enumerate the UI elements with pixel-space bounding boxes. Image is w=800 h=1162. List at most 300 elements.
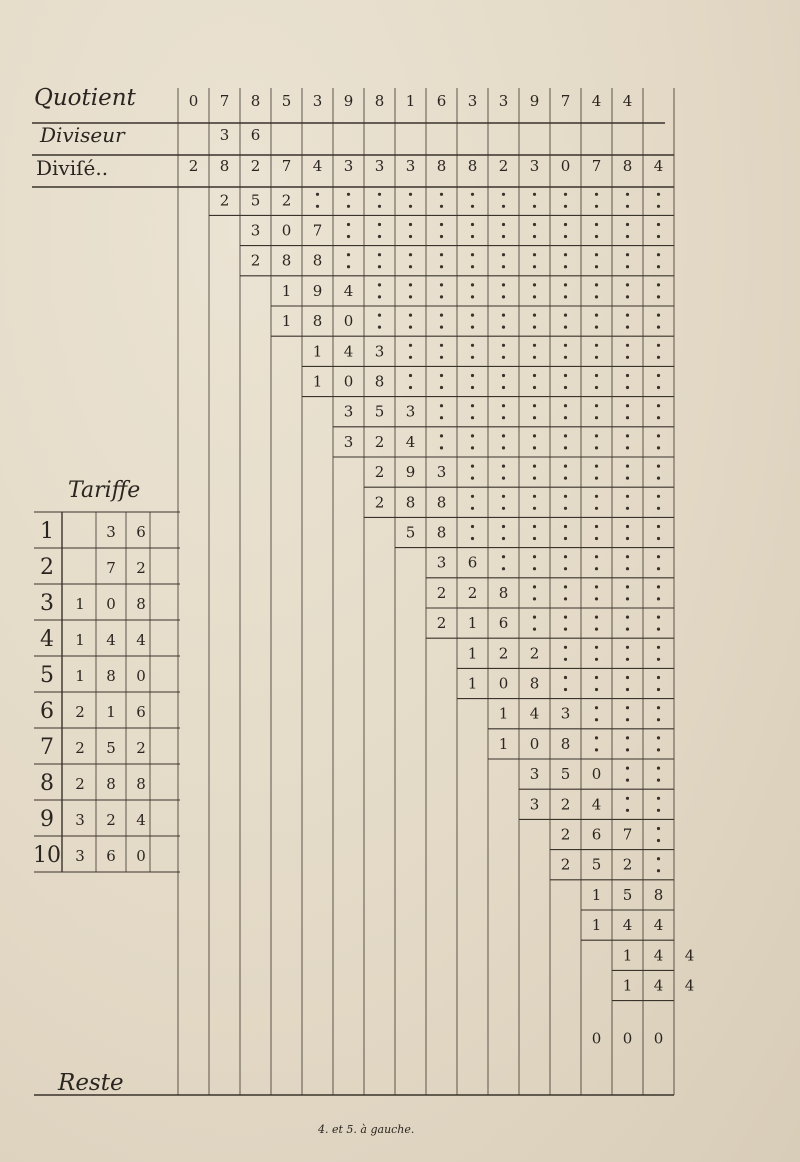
work-digit: 3 xyxy=(343,432,354,451)
tariff-number: 1 xyxy=(40,519,54,544)
placeholder-dot xyxy=(502,326,505,329)
placeholder-dot xyxy=(657,265,660,268)
placeholder-dot xyxy=(564,434,567,437)
placeholder-dot xyxy=(533,253,536,256)
work-digit: 2 xyxy=(529,644,540,663)
placeholder-dot xyxy=(595,314,598,317)
placeholder-dot xyxy=(378,205,381,208)
placeholder-dot xyxy=(595,374,598,377)
placeholder-dot xyxy=(502,223,505,226)
work-digit: 2 xyxy=(374,432,385,451)
placeholder-dot xyxy=(378,283,381,286)
placeholder-dot xyxy=(595,748,598,751)
placeholder-dot xyxy=(595,525,598,528)
dividend-digit: 3 xyxy=(343,157,354,175)
work-digit: 7 xyxy=(312,221,323,240)
placeholder-dot xyxy=(595,676,598,679)
placeholder-dot xyxy=(657,748,660,751)
placeholder-dot xyxy=(626,616,629,619)
placeholder-dot xyxy=(564,356,567,359)
placeholder-dot xyxy=(626,767,629,770)
placeholder-dot xyxy=(533,223,536,226)
placeholder-dot xyxy=(595,537,598,540)
placeholder-dot xyxy=(595,597,598,600)
placeholder-dot xyxy=(626,537,629,540)
placeholder-dot xyxy=(440,374,443,377)
placeholder-dot xyxy=(626,326,629,329)
placeholder-dot xyxy=(595,295,598,298)
placeholder-dot xyxy=(533,404,536,407)
placeholder-dot xyxy=(502,537,505,540)
placeholder-dot xyxy=(626,597,629,600)
tariffe-label: Tariffe xyxy=(68,478,141,503)
placeholder-dot xyxy=(657,767,660,770)
placeholder-dot xyxy=(626,283,629,286)
placeholder-dot xyxy=(409,344,412,347)
placeholder-dot xyxy=(657,477,660,480)
placeholder-dot xyxy=(471,477,474,480)
placeholder-dot xyxy=(657,314,660,317)
placeholder-dot xyxy=(626,386,629,389)
placeholder-dot xyxy=(533,356,536,359)
placeholder-dot xyxy=(564,235,567,238)
placeholder-dot xyxy=(440,265,443,268)
placeholder-dot xyxy=(564,416,567,419)
placeholder-dot xyxy=(657,555,660,558)
placeholder-dot xyxy=(440,223,443,226)
placeholder-dot xyxy=(657,434,660,437)
placeholder-dot xyxy=(626,658,629,661)
placeholder-dot xyxy=(657,295,660,298)
placeholder-dot xyxy=(595,434,598,437)
placeholder-dot xyxy=(440,416,443,419)
work-digit: 0 xyxy=(343,312,354,331)
work-digit: 3 xyxy=(250,221,261,240)
work-digit: 0 xyxy=(591,765,602,784)
placeholder-dot xyxy=(533,465,536,468)
placeholder-dot xyxy=(502,404,505,407)
placeholder-dot xyxy=(502,344,505,347)
placeholder-dot xyxy=(471,314,474,317)
placeholder-dot xyxy=(657,537,660,540)
placeholder-dot xyxy=(440,283,443,286)
placeholder-dot xyxy=(657,404,660,407)
placeholder-dot xyxy=(595,356,598,359)
placeholder-dot xyxy=(595,205,598,208)
work-digit: 0 xyxy=(281,221,292,240)
placeholder-dot xyxy=(626,797,629,800)
placeholder-dot xyxy=(626,253,629,256)
placeholder-dot xyxy=(626,507,629,510)
work-digit: 7 xyxy=(622,825,633,844)
placeholder-dot xyxy=(657,628,660,631)
work-digit: 2 xyxy=(560,795,571,814)
placeholder-dot xyxy=(595,628,598,631)
placeholder-dot xyxy=(626,646,629,649)
placeholder-dot xyxy=(626,223,629,226)
placeholder-dot xyxy=(595,736,598,739)
placeholder-dot xyxy=(409,314,412,317)
placeholder-dot xyxy=(471,374,474,377)
placeholder-dot xyxy=(440,344,443,347)
tariff-value-digit: 8 xyxy=(136,775,146,793)
placeholder-dot xyxy=(347,253,350,256)
placeholder-dot xyxy=(657,779,660,782)
quotient-digit: 3 xyxy=(467,92,478,110)
placeholder-dot xyxy=(626,688,629,691)
placeholder-dot xyxy=(347,235,350,238)
placeholder-dot xyxy=(502,446,505,449)
dividend-digit: 2 xyxy=(498,157,509,175)
work-digit: 1 xyxy=(591,885,602,904)
work-digit: 8 xyxy=(312,251,323,270)
placeholder-dot xyxy=(564,688,567,691)
placeholder-dot xyxy=(595,585,598,588)
divisor-digit: 6 xyxy=(250,126,261,144)
dividend-digit: 8 xyxy=(467,157,478,175)
placeholder-dot xyxy=(657,465,660,468)
placeholder-dot xyxy=(564,465,567,468)
placeholder-dot xyxy=(440,404,443,407)
placeholder-dot xyxy=(533,416,536,419)
placeholder-dot xyxy=(564,253,567,256)
placeholder-dot xyxy=(626,495,629,498)
work-digit: 8 xyxy=(560,734,571,753)
work-digit: 9 xyxy=(405,463,416,482)
placeholder-dot xyxy=(626,265,629,268)
placeholder-dot xyxy=(657,839,660,842)
remainder-digit: 0 xyxy=(653,1029,664,1048)
work-digit: 0 xyxy=(529,734,540,753)
work-digit: 3 xyxy=(529,765,540,784)
placeholder-dot xyxy=(533,295,536,298)
placeholder-dot xyxy=(595,646,598,649)
placeholder-dot xyxy=(595,616,598,619)
work-digit: 1 xyxy=(312,372,323,391)
work-digit: 3 xyxy=(529,795,540,814)
placeholder-dot xyxy=(657,386,660,389)
placeholder-dot xyxy=(564,585,567,588)
work-digit: 3 xyxy=(560,704,571,723)
placeholder-dot xyxy=(471,446,474,449)
quotient-digit: 7 xyxy=(560,92,571,110)
placeholder-dot xyxy=(657,235,660,238)
placeholder-dot xyxy=(409,356,412,359)
placeholder-dot xyxy=(564,555,567,558)
work-digit: 4 xyxy=(653,976,664,995)
work-digit: 2 xyxy=(281,191,292,210)
work-digit: 8 xyxy=(436,523,447,542)
tariff-value-digit: 5 xyxy=(106,739,116,757)
placeholder-dot xyxy=(502,374,505,377)
tariff-number: 2 xyxy=(40,555,54,580)
placeholder-dot xyxy=(657,356,660,359)
tariff-value-digit: 6 xyxy=(136,523,146,541)
placeholder-dot xyxy=(533,344,536,347)
placeholder-dot xyxy=(533,616,536,619)
placeholder-dot xyxy=(471,283,474,286)
work-digit: 1 xyxy=(281,281,292,300)
placeholder-dot xyxy=(502,507,505,510)
placeholder-dot xyxy=(440,356,443,359)
quotient-digit: 4 xyxy=(622,92,633,110)
work-digit: 8 xyxy=(653,885,664,904)
placeholder-dot xyxy=(533,235,536,238)
placeholder-dot xyxy=(595,235,598,238)
placeholder-dot xyxy=(657,718,660,721)
placeholder-dot xyxy=(564,283,567,286)
tariff-number: 5 xyxy=(40,663,54,688)
placeholder-dot xyxy=(409,295,412,298)
placeholder-dot xyxy=(502,555,505,558)
placeholder-dot xyxy=(409,253,412,256)
placeholder-dot xyxy=(595,465,598,468)
tariff-value-digit: 3 xyxy=(75,847,85,865)
work-digit: 1 xyxy=(312,342,323,361)
work-digit: 4 xyxy=(405,432,416,451)
placeholder-dot xyxy=(626,205,629,208)
dividend-digit: 2 xyxy=(250,157,261,175)
quotient-digit: 3 xyxy=(312,92,323,110)
placeholder-dot xyxy=(595,253,598,256)
placeholder-dot xyxy=(626,295,629,298)
placeholder-dot xyxy=(657,507,660,510)
placeholder-dot xyxy=(533,495,536,498)
tariff-number: 7 xyxy=(40,735,54,760)
placeholder-dot xyxy=(626,465,629,468)
placeholder-dot xyxy=(595,404,598,407)
placeholder-dot xyxy=(502,314,505,317)
work-digit: 4 xyxy=(684,946,695,965)
placeholder-dot xyxy=(502,386,505,389)
placeholder-dot xyxy=(347,265,350,268)
divisor-digit: 3 xyxy=(219,126,230,144)
placeholder-dot xyxy=(502,567,505,570)
placeholder-dot xyxy=(564,193,567,196)
tariff-value-digit: 2 xyxy=(75,775,85,793)
placeholder-dot xyxy=(626,706,629,709)
placeholder-dot xyxy=(595,718,598,721)
placeholder-dot xyxy=(657,205,660,208)
tariff-number: 9 xyxy=(40,807,54,832)
placeholder-dot xyxy=(657,736,660,739)
placeholder-dot xyxy=(657,223,660,226)
placeholder-dot xyxy=(564,295,567,298)
dividend-digit: 8 xyxy=(219,157,230,175)
placeholder-dot xyxy=(471,404,474,407)
work-digit: 5 xyxy=(622,885,633,904)
work-digit: 4 xyxy=(622,916,633,935)
placeholder-dot xyxy=(657,525,660,528)
work-digit: 1 xyxy=(467,644,478,663)
placeholder-dot xyxy=(595,283,598,286)
work-digit: 8 xyxy=(281,251,292,270)
placeholder-dot xyxy=(502,477,505,480)
placeholder-dot xyxy=(409,193,412,196)
dividend-digit: 4 xyxy=(312,157,323,175)
placeholder-dot xyxy=(502,525,505,528)
placeholder-dot xyxy=(564,646,567,649)
placeholder-dot xyxy=(533,555,536,558)
placeholder-dot xyxy=(564,477,567,480)
placeholder-dot xyxy=(378,223,381,226)
placeholder-dot xyxy=(378,295,381,298)
dividend-digit: 3 xyxy=(529,157,540,175)
placeholder-dot xyxy=(657,797,660,800)
quotient-digit: 7 xyxy=(219,92,230,110)
placeholder-dot xyxy=(595,495,598,498)
placeholder-dot xyxy=(626,736,629,739)
work-digit: 1 xyxy=(622,976,633,995)
tariff-value-digit: 1 xyxy=(106,703,116,721)
placeholder-dot xyxy=(564,344,567,347)
placeholder-dot xyxy=(564,314,567,317)
placeholder-dot xyxy=(657,495,660,498)
placeholder-dot xyxy=(564,676,567,679)
work-digit: 9 xyxy=(312,281,323,300)
placeholder-dot xyxy=(471,434,474,437)
tariff-value-digit: 2 xyxy=(136,739,146,757)
placeholder-dot xyxy=(595,567,598,570)
placeholder-dot xyxy=(626,676,629,679)
work-digit: 8 xyxy=(529,674,540,693)
placeholder-dot xyxy=(502,465,505,468)
work-digit: 4 xyxy=(684,976,695,995)
dividend-digit: 3 xyxy=(405,157,416,175)
work-digit: 2 xyxy=(560,855,571,874)
placeholder-dot xyxy=(657,326,660,329)
placeholder-dot xyxy=(471,326,474,329)
placeholder-dot xyxy=(626,779,629,782)
placeholder-dot xyxy=(595,688,598,691)
placeholder-dot xyxy=(626,314,629,317)
placeholder-dot xyxy=(564,386,567,389)
work-digit: 5 xyxy=(560,765,571,784)
quotient-digit: 8 xyxy=(250,92,261,110)
work-digit: 2 xyxy=(560,825,571,844)
placeholder-dot xyxy=(657,567,660,570)
work-digit: 2 xyxy=(374,493,385,512)
work-digit: 4 xyxy=(529,704,540,723)
placeholder-dot xyxy=(440,386,443,389)
placeholder-dot xyxy=(409,326,412,329)
placeholder-dot xyxy=(502,416,505,419)
placeholder-dot xyxy=(657,585,660,588)
placeholder-dot xyxy=(409,235,412,238)
placeholder-dot xyxy=(533,265,536,268)
placeholder-dot xyxy=(626,404,629,407)
placeholder-dot xyxy=(657,253,660,256)
placeholder-dot xyxy=(626,446,629,449)
placeholder-dot xyxy=(502,205,505,208)
tariff-value-digit: 2 xyxy=(75,703,85,721)
work-digit: 2 xyxy=(622,855,633,874)
placeholder-dot xyxy=(626,748,629,751)
placeholder-dot xyxy=(595,507,598,510)
placeholder-dot xyxy=(595,223,598,226)
tariff-value-digit: 4 xyxy=(136,811,146,829)
placeholder-dot xyxy=(626,555,629,558)
placeholder-dot xyxy=(471,344,474,347)
remainder-digit: 0 xyxy=(622,1029,633,1048)
placeholder-dot xyxy=(471,525,474,528)
placeholder-dot xyxy=(657,374,660,377)
placeholder-dot xyxy=(657,706,660,709)
placeholder-dot xyxy=(626,567,629,570)
work-digit: 4 xyxy=(343,281,354,300)
quotient-digit: 1 xyxy=(405,92,416,110)
placeholder-dot xyxy=(657,193,660,196)
dividend-digit: 2 xyxy=(188,157,199,175)
placeholder-dot xyxy=(564,628,567,631)
quotient-digit: 5 xyxy=(281,92,292,110)
placeholder-dot xyxy=(502,193,505,196)
placeholder-dot xyxy=(657,809,660,812)
placeholder-dot xyxy=(533,477,536,480)
placeholder-dot xyxy=(502,235,505,238)
placeholder-dot xyxy=(657,658,660,661)
tariff-value-digit: 4 xyxy=(136,631,146,649)
placeholder-dot xyxy=(533,628,536,631)
placeholder-dot xyxy=(471,223,474,226)
placeholder-dot xyxy=(347,205,350,208)
placeholder-dot xyxy=(440,326,443,329)
placeholder-dot xyxy=(626,809,629,812)
placeholder-dot xyxy=(657,857,660,860)
placeholder-dot xyxy=(471,205,474,208)
work-digit: 2 xyxy=(436,614,447,633)
placeholder-dot xyxy=(471,416,474,419)
tariff-value-digit: 1 xyxy=(75,667,85,685)
tariff-value-digit: 8 xyxy=(136,595,146,613)
placeholder-dot xyxy=(533,446,536,449)
placeholder-dot xyxy=(378,265,381,268)
tariff-number: 6 xyxy=(40,699,54,724)
placeholder-dot xyxy=(657,446,660,449)
placeholder-dot xyxy=(533,193,536,196)
placeholder-dot xyxy=(626,235,629,238)
tariff-value-digit: 0 xyxy=(136,847,146,865)
placeholder-dot xyxy=(595,477,598,480)
placeholder-dot xyxy=(409,205,412,208)
placeholder-dot xyxy=(564,597,567,600)
work-digit: 4 xyxy=(591,795,602,814)
work-digit: 8 xyxy=(312,312,323,331)
placeholder-dot xyxy=(378,235,381,238)
work-digit: 2 xyxy=(436,583,447,602)
dividend-digit: 8 xyxy=(622,157,633,175)
placeholder-dot xyxy=(533,326,536,329)
placeholder-dot xyxy=(533,507,536,510)
work-digit: 8 xyxy=(405,493,416,512)
placeholder-dot xyxy=(533,283,536,286)
work-digit: 5 xyxy=(591,855,602,874)
work-digit: 4 xyxy=(653,916,664,935)
placeholder-dot xyxy=(564,567,567,570)
placeholder-dot xyxy=(564,205,567,208)
placeholder-dot xyxy=(657,616,660,619)
tariff-value-digit: 2 xyxy=(106,811,116,829)
placeholder-dot xyxy=(626,374,629,377)
placeholder-dot xyxy=(378,193,381,196)
work-digit: 4 xyxy=(343,342,354,361)
tariff-value-digit: 4 xyxy=(106,631,116,649)
placeholder-dot xyxy=(564,616,567,619)
placeholder-dot xyxy=(564,446,567,449)
placeholder-dot xyxy=(502,283,505,286)
tariff-number: 4 xyxy=(40,627,54,652)
placeholder-dot xyxy=(347,223,350,226)
